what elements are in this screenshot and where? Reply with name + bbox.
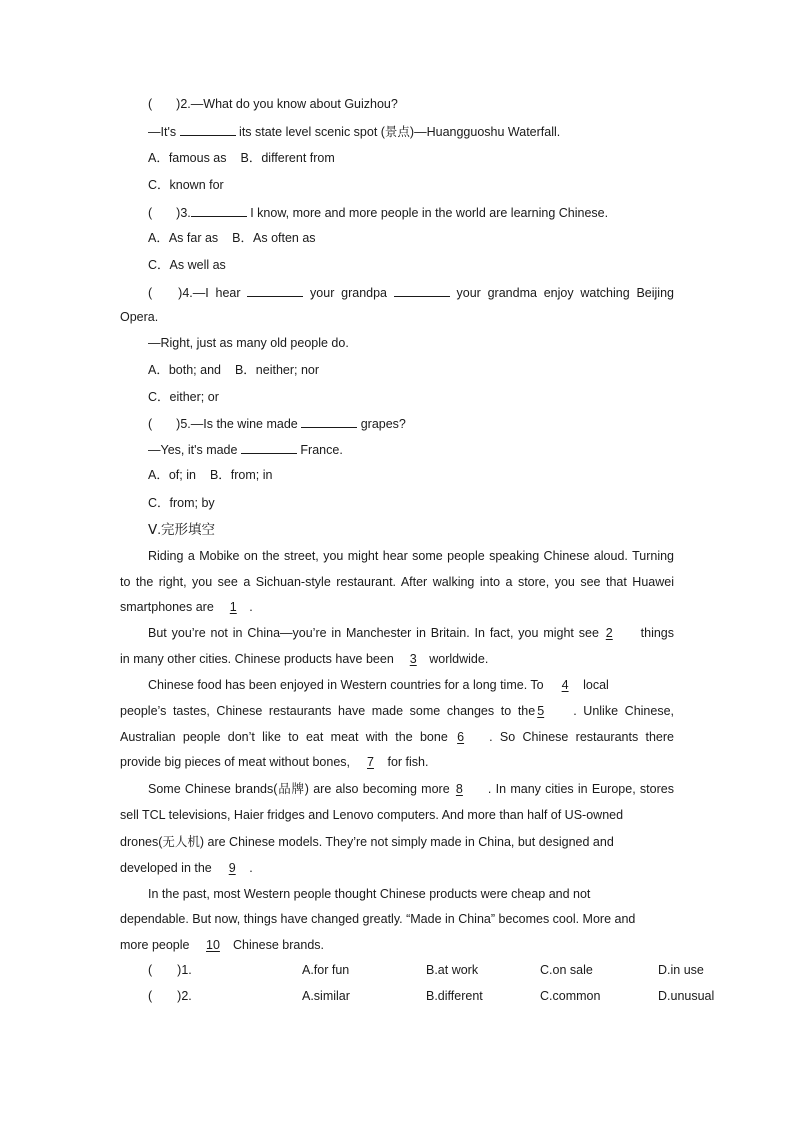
- question-3-option-c: C．As well as: [148, 258, 226, 272]
- passage-line: more people 10 Chinese brands.: [120, 938, 324, 952]
- question-4-stem: ( )4.—I hear your grandpa your grandma enjoy watching Beijing: [148, 286, 674, 300]
- question-5-stem: ( )5.—Is the wine made grapes?: [148, 417, 406, 431]
- blank-number[interactable]: 3: [409, 652, 417, 666]
- question-2-stem: ( )2.—What do you know about Guizhou?: [148, 97, 398, 111]
- question-4-options-ab: A．both; and B．neither; nor: [148, 363, 320, 377]
- passage-line: smartphones are 1 .: [120, 600, 253, 614]
- cloze-question-2: [148, 988, 715, 1004]
- passage-line: people’s tastes, Chinese restaurants have made some changes to the 5 . Unlike Chinese,: [120, 704, 674, 718]
- option-a[interactable]: A.similar: [302, 989, 350, 1003]
- question-4-continuation: Opera.: [120, 310, 159, 324]
- question-5-options-ab: A．of; in B．from; in: [148, 468, 273, 482]
- cloze-number: ( )2.: [148, 989, 192, 1003]
- answer-blank[interactable]: [301, 415, 357, 428]
- option-d[interactable]: D.in use: [658, 963, 704, 977]
- answer-blank[interactable]: [180, 123, 236, 136]
- answer-blank[interactable]: [191, 204, 247, 217]
- cloze-question-1: [148, 962, 704, 978]
- section-title: Ⅴ.完形填空: [148, 522, 215, 537]
- question-5-line2: —Yes, it's made France.: [148, 443, 343, 457]
- blank-number[interactable]: 10: [206, 938, 220, 952]
- passage-line: drones(无人机) are Chinese models. They’re not simply made in China, but designed and: [120, 835, 614, 849]
- blank-number[interactable]: 7: [367, 755, 374, 769]
- answer-blank[interactable]: [394, 284, 450, 297]
- question-2-option-c: C．known for: [148, 178, 224, 192]
- passage-line: to the right, you see a Sichuan-style restaurant. After walking into a store, you see that Huawei: [120, 575, 674, 589]
- question-2-options-ab: A．famous as B．different from: [148, 151, 335, 165]
- question-4-reply: —Right, just as many old people do.: [148, 336, 349, 350]
- passage-line: sell TCL televisions, Haier fridges and Lenovo computers. And more than half of US-owned: [120, 808, 624, 822]
- blank-number[interactable]: 2: [605, 626, 613, 640]
- question-2-line2: —It's its state level scenic spot (景点)—Huangguoshu Waterfall.: [148, 125, 561, 139]
- passage-line: developed in the 9 .: [120, 861, 253, 875]
- passage-line: Australian people don’t like to eat meat with the bone 6 . So Chinese restaurants there: [120, 730, 674, 744]
- option-c[interactable]: C.common: [540, 989, 601, 1003]
- question-3-stem: ( )3. I know, more and more people in the world are learning Chinese.: [148, 206, 609, 220]
- passage-line: In the past, most Western people thought Chinese products were cheap and not: [148, 887, 591, 901]
- passage-line: Chinese food has been enjoyed in Western countries for a long time. To 4 local: [148, 678, 609, 692]
- blank-number[interactable]: 1: [229, 600, 237, 614]
- passage-line: Some Chinese brands(品牌) are also becoming more 8 . In many cities in Europe, stores: [148, 782, 674, 796]
- cloze-number: ( )1.: [148, 963, 192, 977]
- question-5-option-c: C．from; by: [148, 496, 215, 510]
- option-c[interactable]: C.on sale: [540, 963, 593, 977]
- passage-line: in many other cities. Chinese products have been 3 worldwide.: [120, 652, 489, 666]
- question-4-option-c: C．either; or: [148, 390, 219, 404]
- blank-number[interactable]: 6: [457, 730, 465, 744]
- passage-line: dependable. But now, things have changed greatly. “Made in China” becomes cool. More and: [120, 912, 636, 926]
- answer-blank[interactable]: [247, 284, 303, 297]
- blank-number[interactable]: 8: [455, 782, 463, 796]
- option-b[interactable]: B.at work: [426, 963, 479, 977]
- blank-number[interactable]: 4: [561, 678, 569, 692]
- blank-number[interactable]: 5: [537, 704, 545, 718]
- blank-number[interactable]: 9: [228, 861, 236, 875]
- option-a[interactable]: A.for fun: [302, 963, 350, 977]
- passage-line: Riding a Mobike on the street, you might hear some people speaking Chinese aloud. Turning: [148, 549, 674, 563]
- option-b[interactable]: B.different: [426, 989, 483, 1003]
- passage-line: provide big pieces of meat without bones, 7 for fish.: [120, 755, 429, 769]
- answer-blank[interactable]: [241, 441, 297, 454]
- question-3-options-ab: A．As far as B．As often as: [148, 231, 316, 245]
- passage-line: But you’re not in China—you’re in Manchester in Britain. In fact, you might see 2 things: [148, 626, 674, 640]
- option-d[interactable]: D.unusual: [658, 989, 715, 1003]
